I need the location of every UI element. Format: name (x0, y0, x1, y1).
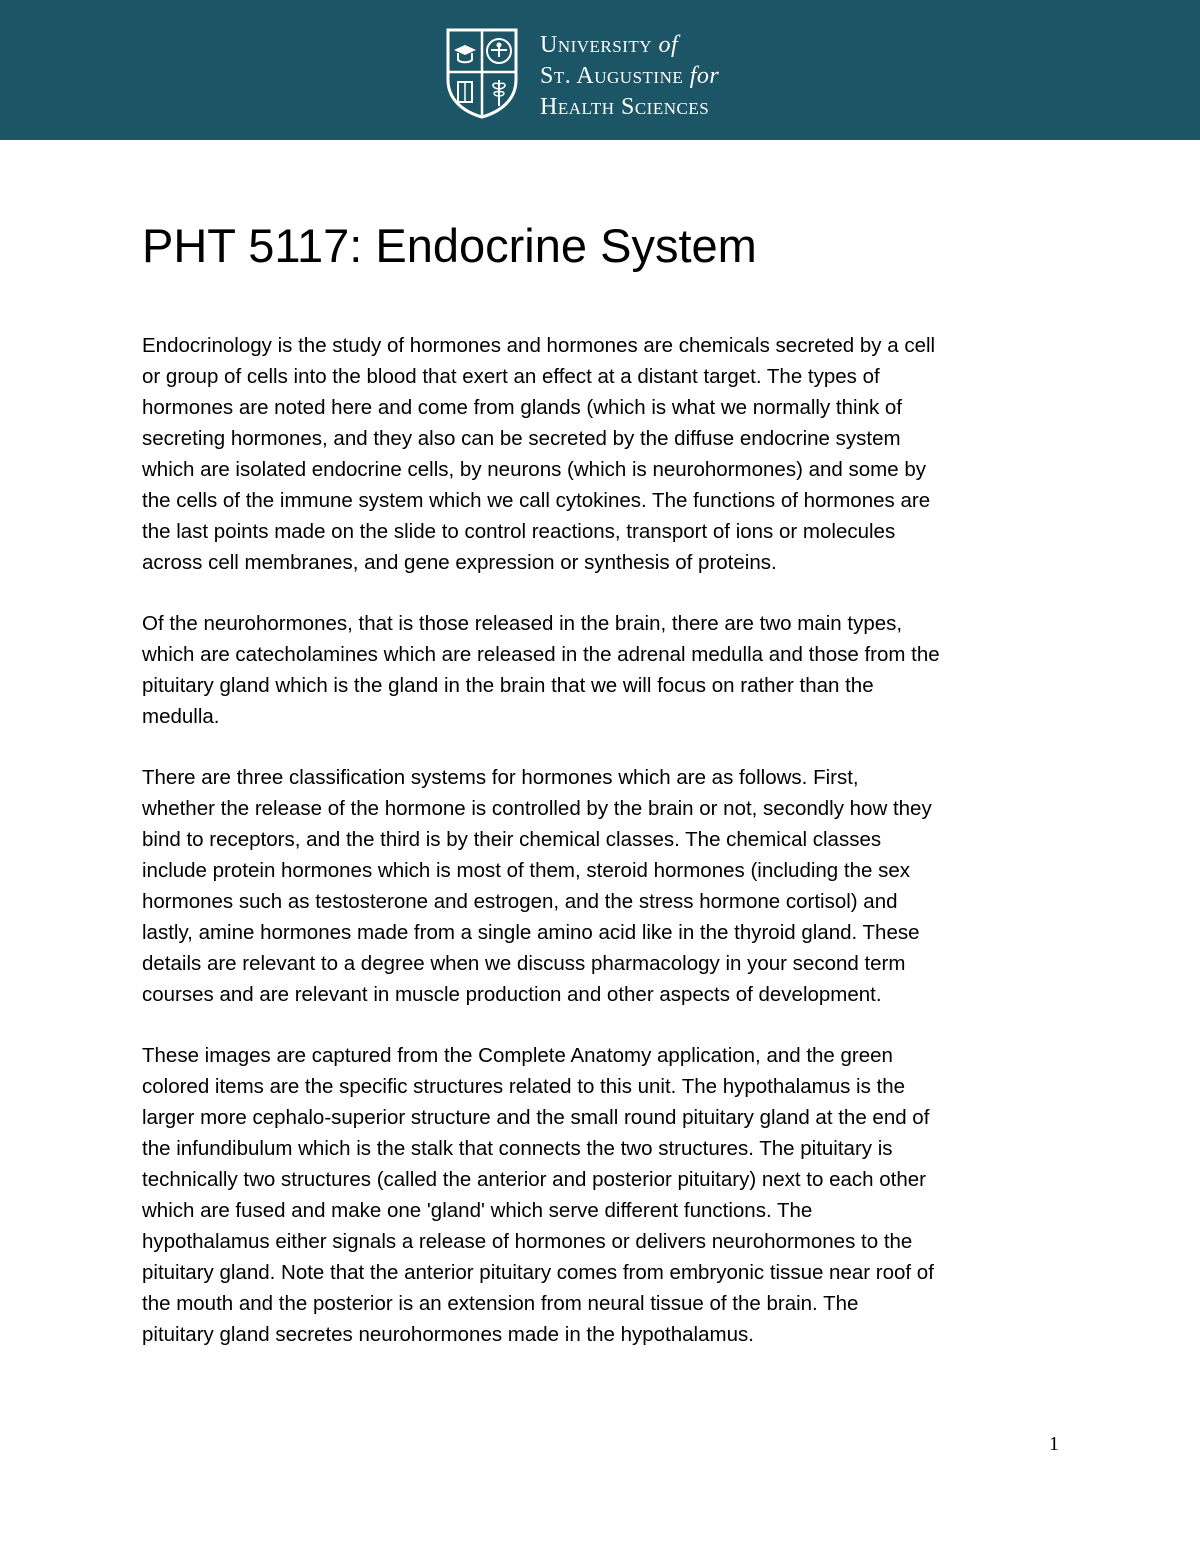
university-name (540, 30, 719, 123)
text-line: pituitary gland. Note that the anterior pituitary comes from embryonic tissue near roof of (142, 1261, 934, 1284)
text-line: larger more cephalo-superior structure and the small round pituitary gland at the end of (142, 1106, 930, 1129)
page-number: 1 (1049, 1433, 1059, 1455)
header-banner (0, 0, 1200, 140)
text-line: include protein hormones which is most of them, steroid hormones (including the sex (142, 859, 910, 882)
text-line: secreting hormones, and they also can be secreted by the diffuse endocrine system (142, 427, 901, 450)
text-line: hormones are noted here and come from glands (which is what we normally think of (142, 396, 903, 419)
text-line: which are isolated endocrine cells, by neurons (which is neurohormones) and some by (142, 458, 926, 481)
text-line: pituitary gland secretes neurohormones made in the hypothalamus. (142, 1323, 754, 1346)
shield-crest-icon (444, 26, 520, 120)
text-line: which are fused and make one 'gland' which serve different functions. The (142, 1199, 813, 1222)
paragraph-2 (142, 608, 1072, 732)
paragraph-3 (142, 762, 1072, 1010)
text-line: pituitary gland which is the gland in the brain that we will focus on rather than the (142, 674, 874, 697)
university-name-line-3: Health Sciences (540, 94, 710, 120)
university-name-line-1: University of (540, 32, 679, 58)
text-line: details are relevant to a degree when we discuss pharmacology in your second term (142, 952, 906, 975)
text-line: whether the release of the hormone is controlled by the brain or not, secondly how they (142, 797, 932, 820)
text-line: lastly, amine hormones made from a single amino acid like in the thyroid gland. These (142, 921, 920, 944)
text-line: medulla. (142, 705, 220, 728)
paragraph-1 (142, 330, 1072, 578)
text-line: hormones such as testosterone and estrogen, and the stress hormone cortisol) and (142, 890, 898, 913)
text-line: which are catecholamines which are released in the adrenal medulla and those from the (142, 643, 940, 666)
text-line: These images are captured from the Complete Anatomy application, and the green (142, 1044, 893, 1067)
university-name-line-2: St. Augustine for (540, 63, 720, 89)
text-line: the cells of the immune system which we call cytokines. The functions of hormones are (142, 489, 931, 512)
text-line: technically two structures (called the anterior and posterior pituitary) next to each other (142, 1168, 926, 1191)
text-line: Endocrinology is the study of hormones and hormones are chemicals secreted by a cell (142, 334, 936, 357)
text-line: bind to receptors, and the third is by their chemical classes. The chemical classes (142, 828, 882, 851)
text-line: courses and are relevant in muscle production and other aspects of development. (142, 983, 882, 1006)
text-line: or group of cells into the blood that exert an effect at a distant target. The types of (142, 365, 880, 388)
text-line: the infundibulum which is the stalk that connects the two structures. The pituitary is (142, 1137, 893, 1160)
text-line: the last points made on the slide to control reactions, transport of ions or molecules (142, 520, 896, 543)
text-line: colored items are the specific structures related to this unit. The hypothalamus is the (142, 1075, 906, 1098)
text-line: hypothalamus either signals a release of hormones or delivers neurohormones to the (142, 1230, 913, 1253)
document-body (142, 330, 1072, 1380)
text-line: There are three classification systems for hormones which are as follows. First, (142, 766, 859, 789)
text-line: the mouth and the posterior is an extension from neural tissue of the brain. The (142, 1292, 859, 1315)
paragraph-4 (142, 1040, 1072, 1350)
text-line: Of the neurohormones, that is those released in the brain, there are two main types, (142, 612, 903, 635)
page-title: PHT 5117: Endocrine System (142, 219, 757, 272)
text-line: across cell membranes, and gene expression or synthesis of proteins. (142, 551, 777, 574)
